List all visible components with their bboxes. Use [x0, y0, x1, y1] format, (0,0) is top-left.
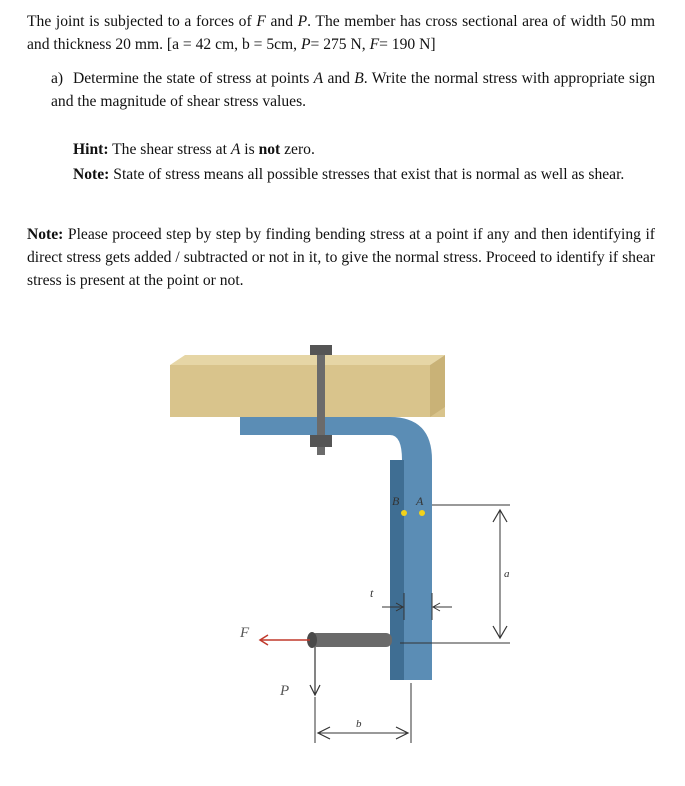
label-F: F	[240, 625, 250, 641]
label-A: A	[416, 494, 424, 508]
question-a	[51, 67, 655, 113]
note2-text: Please proceed step by step by finding bending stress at a point if any and then identifying if direct stress gets added / subtracted or not in it, to give the normal stress. Proceed to identify if shear stress is present at the point or not.	[27, 226, 655, 289]
note2-label: Note:	[27, 226, 64, 243]
question-a-text-2: . Write the normal stress with appropriate sign and the magnitude of shear stress values.	[51, 70, 655, 110]
joint-diagram	[160, 345, 540, 765]
question-a-text-1: Determine the state of stress at points	[73, 70, 310, 87]
note1-label: Note:	[73, 166, 110, 183]
question-a-and: and	[327, 70, 350, 87]
joint-figure	[160, 345, 540, 765]
point-A-marker	[419, 510, 425, 516]
var-P-value: P	[300, 36, 311, 53]
label-B: B	[392, 494, 400, 508]
hint-point: A	[230, 141, 241, 158]
var-F: F	[256, 13, 266, 30]
intro-and: and	[270, 13, 293, 30]
label-t: t	[370, 586, 374, 600]
label-a: a	[504, 568, 510, 580]
hint-label: Hint:	[73, 141, 109, 158]
point-B-marker	[401, 510, 407, 516]
arm-bar	[310, 633, 392, 647]
ceiling-beam-side	[430, 355, 445, 417]
eq-P: = 275 N,	[310, 36, 366, 53]
hint	[73, 138, 655, 161]
ceiling-beam-top	[170, 355, 445, 365]
problem-statement	[27, 10, 655, 56]
label-b: b	[356, 718, 362, 730]
member-top-flange	[240, 417, 390, 435]
bolt-nut	[310, 435, 332, 447]
question-a-label: a)	[51, 70, 64, 87]
note-state-of-stress	[73, 163, 655, 186]
hint-text-3: zero.	[284, 141, 315, 158]
label-P: P	[280, 683, 290, 699]
ceiling-beam	[170, 365, 445, 417]
member-vertical-face	[390, 460, 404, 680]
var-P: P	[297, 13, 308, 30]
point-A-ref: A	[313, 70, 324, 87]
eq-F: = 190 N]	[379, 36, 436, 53]
hint-text-1: The shear stress at	[112, 141, 227, 158]
note1-text: State of stress means all possible stresses that exist that is normal as well as shear.	[113, 166, 625, 183]
intro-text-1: The joint is subjected to a forces of	[27, 13, 252, 30]
note-procedure	[27, 223, 655, 292]
hint-text-2: is	[244, 141, 255, 158]
point-B-ref: B	[354, 70, 364, 87]
var-F-value: F	[369, 36, 380, 53]
bolt-head	[310, 345, 332, 355]
intro-text-2: . The member has cross sectional area of width 50 mm and thickness 20 mm. [a = 42 cm, b = 5cm,	[27, 13, 656, 53]
hint-emphasis: not	[258, 141, 281, 158]
